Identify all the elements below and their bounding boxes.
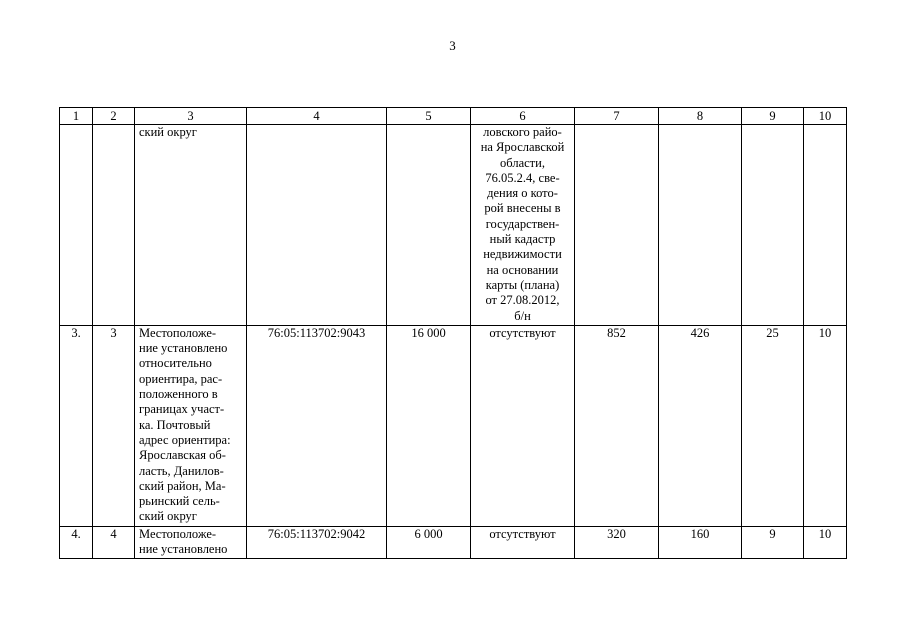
page-number: 3	[449, 38, 456, 53]
encumbrance-line: на основании	[486, 262, 559, 277]
header-col-8: 8	[659, 108, 742, 125]
cell-encumbrance	[471, 325, 575, 526]
location-line: ка. Почтовый	[139, 417, 211, 432]
cell-col-8: 426	[659, 325, 742, 526]
header-col-10: 10	[804, 108, 847, 125]
cell-col-9: 9	[742, 526, 804, 559]
encumbrance-line: отсутствуют	[489, 526, 556, 541]
cell-plot-number: 4	[93, 526, 135, 559]
location-line: относительно	[139, 356, 212, 371]
header-col-7: 7	[575, 108, 659, 125]
encumbrance-line: карты (плана)	[485, 277, 560, 292]
location-line: ориентира, рас-	[139, 371, 223, 386]
cell-area	[387, 125, 471, 326]
table-row	[60, 526, 847, 559]
cell-col-9	[742, 125, 804, 326]
header-col-2: 2	[93, 108, 135, 125]
cell-col-7	[575, 125, 659, 326]
table-row	[60, 325, 847, 526]
cell-col-10: 10	[804, 325, 847, 526]
location-line: ласть, Данилов-	[139, 463, 224, 478]
encumbrance-line: на Ярославской	[480, 140, 565, 155]
cell-area: 16 000	[387, 325, 471, 526]
encumbrance-line: от 27.08.2012,	[485, 293, 560, 308]
location-line: ние установлено	[139, 542, 228, 557]
cell-plot-number: 3	[93, 325, 135, 526]
header-col-6: 6	[471, 108, 575, 125]
encumbrance-line: ловского райо-	[483, 125, 562, 139]
location-line: Местоположе-	[139, 325, 217, 340]
cell-encumbrance	[471, 125, 575, 326]
encumbrance-line: области,	[500, 155, 545, 170]
table-row	[60, 125, 847, 326]
location-line: рьинский сель-	[139, 494, 220, 509]
encumbrance-line: дения о кото-	[487, 186, 558, 201]
encumbrance-line: рой внесены в	[484, 201, 561, 216]
cell-col-8	[659, 125, 742, 326]
location-line: адрес ориентира:	[139, 432, 231, 447]
cell-col-8: 160	[659, 526, 742, 559]
encumbrance-line: государствен-	[485, 216, 560, 231]
header-col-3: 3	[135, 108, 247, 125]
cell-col-7: 852	[575, 325, 659, 526]
header-row	[60, 108, 847, 125]
cell-location	[135, 125, 247, 326]
location-line: ский район, Ма-	[139, 478, 226, 493]
header-col-4: 4	[247, 108, 387, 125]
cell-row-number: 4.	[60, 526, 93, 559]
header-col-9: 9	[742, 108, 804, 125]
encumbrance-line: недвижимости	[483, 247, 562, 262]
cell-location	[135, 526, 247, 559]
location-line: границах участ-	[139, 402, 225, 417]
location-line: Местоположе-	[139, 526, 217, 541]
location-line: ние установлено	[139, 341, 228, 356]
cell-col-7: 320	[575, 526, 659, 559]
encumbrance-line: б/н	[514, 308, 531, 323]
location-line: положенного в	[139, 387, 218, 402]
header-col-5: 5	[387, 108, 471, 125]
cell-col-10	[804, 125, 847, 326]
cell-cadastral-number	[247, 125, 387, 326]
cell-cadastral-number: 76:05:113702:9043	[247, 325, 387, 526]
cell-col-10: 10	[804, 526, 847, 559]
location-line: ский округ	[139, 509, 197, 524]
cell-col-9: 25	[742, 325, 804, 526]
encumbrance-line: отсутствуют	[489, 325, 556, 340]
cell-area: 6 000	[387, 526, 471, 559]
cell-row-number: 3.	[60, 325, 93, 526]
cell-row-number	[60, 125, 93, 326]
cell-plot-number	[93, 125, 135, 326]
encumbrance-line: 76.05.2.4, све-	[485, 170, 560, 185]
location-line: Ярославская об-	[139, 448, 226, 463]
cell-cadastral-number: 76:05:113702:9042	[247, 526, 387, 559]
encumbrance-line: ный кадастр	[489, 232, 556, 247]
cell-encumbrance	[471, 526, 575, 559]
location-line: ский округ	[139, 125, 197, 139]
cell-location	[135, 325, 247, 526]
land-plots-table	[59, 107, 847, 559]
header-col-1: 1	[60, 108, 93, 125]
